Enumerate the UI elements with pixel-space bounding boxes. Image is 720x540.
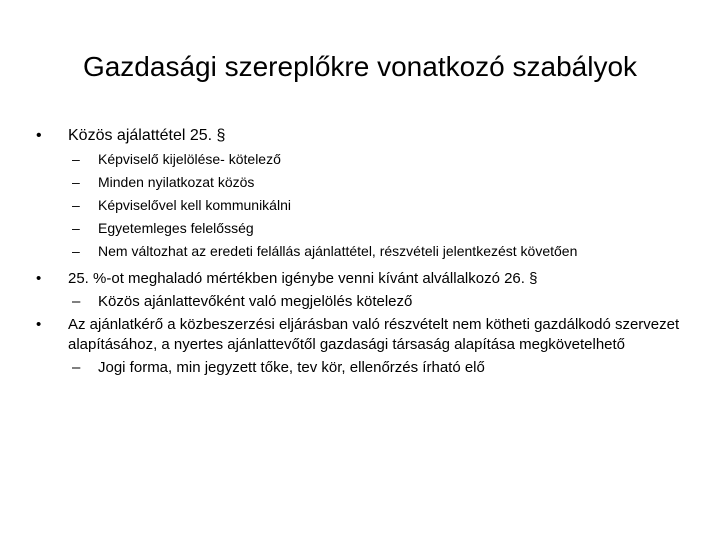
sub-item [36, 241, 696, 261]
sub-item-text: Közös ajánlattevőként való megjelölés kötelező [98, 293, 413, 310]
slide-content [36, 126, 696, 378]
dash-glyph: – [72, 197, 80, 213]
sub-item [36, 149, 696, 169]
sub-item [36, 292, 696, 312]
dash-glyph: – [72, 243, 80, 259]
dash-glyph: – [72, 151, 80, 167]
sub-item-text: Képviselővel kell kommunikálni [98, 197, 291, 213]
sub-item [36, 195, 696, 215]
bullet-text: Az ajánlatkérő a közbeszerzési eljárásban való részvételt nem kötheti gazdálkodó szervezet alapításához, a nyertes ajánlattevőtől gazdasági társaság alapítása megkövetelhető [68, 316, 680, 353]
sub-item [36, 172, 696, 192]
bullet-glyph: • [36, 127, 42, 144]
bullet-glyph: • [36, 270, 42, 287]
dash-glyph: – [72, 293, 81, 310]
sub-item-text: Minden nyilatkozat közös [98, 174, 255, 190]
sub-item [36, 218, 696, 238]
bullet-item [36, 126, 696, 146]
sub-item-text: Nem változhat az eredeti felállás ajánlattétel, részvételi jelentkezést követően [98, 243, 578, 259]
dash-glyph: – [72, 359, 81, 376]
sub-item [36, 358, 696, 378]
sub-item-text: Egyetemleges felelősség [98, 220, 254, 236]
dash-glyph: – [72, 220, 80, 236]
sub-item-text: Képviselő kijelölése- kötelező [98, 151, 281, 167]
slide-title: Gazdasági szereplőkre vonatkozó szabályok [82, 51, 638, 82]
bullet-text: Közös ajálattétel 25. § [68, 127, 226, 144]
dash-glyph: – [72, 174, 80, 190]
bullet-item [36, 315, 696, 355]
sub-item-text: Jogi forma, min jegyzett tőke, tev kör, ellenőrzés írható elő [98, 359, 485, 376]
bullet-text: 25. %-ot meghaladó mértékben igénybe venni kívánt alvállalkozó 26. § [68, 270, 538, 287]
bullet-glyph: • [36, 316, 42, 333]
bullet-item [36, 269, 696, 289]
